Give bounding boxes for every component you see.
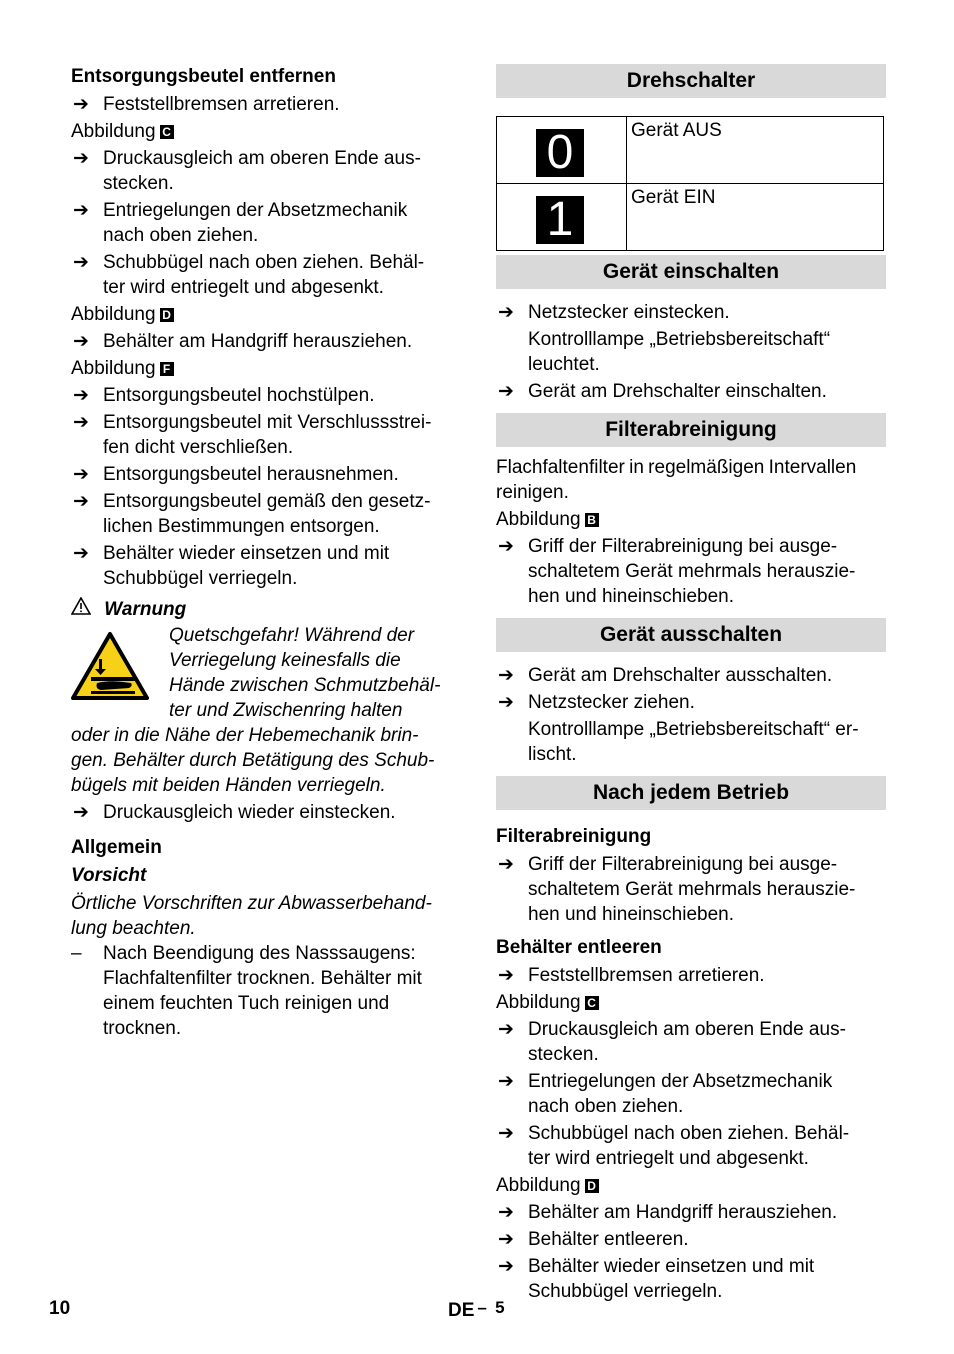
section-heading: Entsorgungsbeutel entfernen [71, 66, 336, 87]
arrow-icon: ➔ [73, 252, 89, 273]
list-item: ➔ Behälter entleeren. [498, 1229, 689, 1250]
arrow-icon: ➔ [498, 1123, 514, 1144]
switch-on-symbol: 1 [536, 196, 584, 244]
list-item-note: Kontrolllampe „Betriebsbereitschaft“ leuchtet. [528, 329, 831, 375]
arrow-icon: ➔ [73, 94, 89, 115]
section-bar: Drehschalter [496, 64, 886, 98]
arrow-icon: ➔ [73, 148, 89, 169]
list-item: – Nach Beendigung des Nasssaugens: Flachfaltenfilter trocknen. Behälter mit einem feuchten Tuch reinigen und trocknen. [71, 943, 422, 1039]
section-heading: Allgemein [71, 837, 162, 858]
figure-badge: C [585, 996, 599, 1010]
list-item: ➔ Schubbügel nach oben ziehen. Behäl- ter wird entriegelt und abgesenkt. [498, 1123, 850, 1169]
list-item: ➔ Gerät am Drehschalter ausschalten. [498, 665, 833, 686]
list-item: ➔ Griff der Filterabreinigung bei ausge- schaltetem Gerät mehrmals herauszie- hen und hineinschieben. [498, 536, 856, 607]
list-item: ➔ Entriegelungen der Absetzmechanik nach oben ziehen. [73, 200, 408, 246]
table-row [497, 117, 884, 184]
footer-dash: – [477, 1298, 487, 1317]
list-item: ➔ Entsorgungsbeutel mit Verschlussstrei- fen dicht verschließen. [73, 412, 432, 458]
list-item: ➔ Entriegelungen der Absetzmechanik nach oben ziehen. [498, 1071, 833, 1117]
arrow-icon: ➔ [498, 536, 514, 557]
arrow-icon: ➔ [73, 385, 89, 406]
footer-language-page [448, 1298, 505, 1322]
figure-badge: D [160, 308, 174, 322]
switch-description: Gerät AUS [627, 117, 884, 184]
dash-bullet: – [71, 943, 82, 964]
arrow-icon: ➔ [498, 302, 514, 323]
right-column [496, 64, 886, 1304]
switch-description: Gerät EIN [627, 184, 884, 251]
figure-badge: C [160, 125, 174, 139]
list-item: ➔ Schubbügel nach oben ziehen. Behäl- ter wird entriegelt und abgesenkt. [73, 252, 425, 298]
arrow-icon: ➔ [498, 692, 514, 713]
list-item: ➔ Feststellbremsen arretieren. [498, 965, 765, 986]
list-item: ➔ Gerät am Drehschalter einschalten. [498, 381, 827, 402]
figure-ref: Abbildung D [71, 302, 461, 327]
list-item: ➔ Druckausgleich am oberen Ende aus- stecken. [73, 148, 421, 194]
figure-ref: Abbildung F [71, 356, 461, 381]
switch-symbol-cell [497, 117, 627, 184]
hand-crush-hazard-icon [71, 631, 149, 701]
warning-triangle-icon [71, 599, 96, 620]
figure-badge: D [585, 1179, 599, 1193]
arrow-icon: ➔ [73, 200, 89, 221]
list-item: ➔ Entsorgungsbeutel herausnehmen. [73, 464, 399, 485]
figure-badge: F [160, 362, 174, 376]
arrow-icon: ➔ [73, 412, 89, 433]
switch-off-symbol: 0 [536, 129, 584, 177]
arrow-icon: ➔ [73, 331, 89, 352]
list-item-note: Kontrolllampe „Betriebsbereitschaft“ er- lischt. [528, 719, 859, 765]
sub-heading: Behälter entleeren [496, 937, 662, 958]
arrow-icon: ➔ [73, 543, 89, 564]
caution-text: Örtliche Vorschriften zur Abwasserbehand- lung beachten. [71, 893, 432, 939]
section-bar: Filterabreinigung [496, 413, 886, 447]
list-item: ➔ Netzstecker einstecken. [498, 302, 730, 323]
arrow-icon: ➔ [498, 1202, 514, 1223]
sub-heading: Filterabreinigung [496, 826, 652, 847]
figure-ref: Abbildung D [496, 1173, 886, 1198]
switch-symbol-cell [497, 184, 627, 251]
paragraph: Flachfaltenfilter in regelmäßigen Intervallen reinigen. [496, 457, 857, 503]
list-item: ➔ Entsorgungsbeutel gemäß den gesetz- lichen Bestimmungen entsorgen. [73, 491, 431, 537]
section-bar: Gerät einschalten [496, 255, 886, 289]
arrow-icon: ➔ [73, 802, 89, 823]
list-item: ➔ Druckausgleich wieder einstecken. [73, 802, 396, 823]
switch-table [496, 116, 884, 251]
arrow-icon: ➔ [498, 665, 514, 686]
list-item: ➔ Behälter am Handgriff herausziehen. [73, 331, 413, 352]
figure-ref: Abbildung B [496, 507, 886, 532]
arrow-icon: ➔ [498, 1071, 514, 1092]
arrow-icon: ➔ [498, 965, 514, 986]
arrow-icon: ➔ [498, 1229, 514, 1250]
section-bar: Gerät ausschalten [496, 618, 886, 652]
warning-heading: Warnung [71, 597, 461, 623]
figure-badge: B [585, 513, 599, 527]
arrow-icon: ➔ [498, 1256, 514, 1277]
list-item: ➔ Griff der Filterabreinigung bei ausge- schaltetem Gerät mehrmals herauszie- hen und hineinschieben. [498, 854, 856, 925]
caution-heading: Vorsicht [71, 865, 147, 886]
list-item: ➔ Behälter wieder einsetzen und mit Schubbügel verriegeln. [498, 1256, 815, 1302]
warning-text: Quetschgefahr! Während der Verriegelung keinesfalls die Hände zwischen Schmutzbehäl- ter und Zwischenring halten oder in die Nähe der Hebemechanik brin- gen. Behälter durch Betätigung des Schub- bügels mit beiden Händen verriegeln. [71, 625, 441, 796]
table-row [497, 184, 884, 251]
arrow-icon: ➔ [73, 464, 89, 485]
list-item: ➔ Behälter am Handgriff herausziehen. [498, 1202, 838, 1223]
left-column [71, 64, 461, 1041]
figure-ref: Abbildung C [496, 990, 886, 1015]
arrow-icon: ➔ [73, 491, 89, 512]
arrow-icon: ➔ [498, 381, 514, 402]
figure-ref: Abbildung C [71, 119, 461, 144]
list-item: ➔ Druckausgleich am oberen Ende aus- stecken. [498, 1019, 846, 1065]
arrow-icon: ➔ [498, 854, 514, 875]
language-code: DE [448, 1300, 475, 1321]
list-item: ➔ Behälter wieder einsetzen und mit Schubbügel verriegeln. [73, 543, 390, 589]
list-item: ➔ Feststellbremsen arretieren. [73, 94, 340, 115]
list-item: ➔ Entsorgungsbeutel hochstülpen. [73, 385, 375, 406]
section-bar: Nach jedem Betrieb [496, 776, 886, 810]
list-item: ➔ Netzstecker ziehen. [498, 692, 695, 713]
page-number: 10 [49, 1298, 71, 1319]
arrow-icon: ➔ [498, 1019, 514, 1040]
language-page-number: 5 [495, 1298, 505, 1317]
